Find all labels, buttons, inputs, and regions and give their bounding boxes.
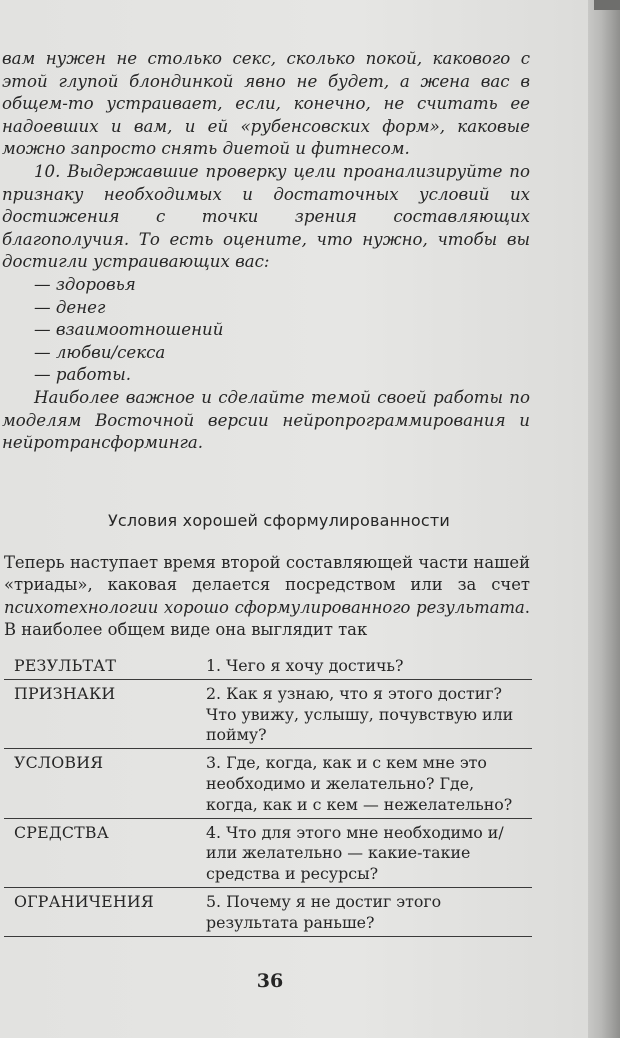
row-label: ОГРАНИЧЕНИЯ [4, 888, 206, 937]
table-row [4, 818, 532, 887]
table-row [4, 652, 532, 679]
row-question: 3. Где, когда, как и с кем мне это необходимо и желательно? Где, когда, как и с кем — нежелательно? [206, 749, 532, 818]
paragraph-continuation: вам нужен не столько секс, сколько покой, каковогo с этой глупой блондинкой явно не будет, а жена вас в общем-то устраивает, если, конечно, не считать ее надоевших и вам, и ей «рубенсовских форм», каковые можно запросто снять диетой и фитнесом. [2, 49, 530, 159]
intro-text-end: . В наиболее общем виде она выглядит так [4, 597, 530, 640]
paragraph-step-10: 10. Выдержавшие проверку цели проанализируйте по признаку необходимых и достаточных условий их достижения с точки зрения составляющих благополучия. То есть оцените, что нужно, чтобы вы достигли устраивающих вас: [2, 161, 530, 272]
table-row [4, 749, 532, 818]
row-question: 5. Почему я не достиг этого результата раньше? [206, 888, 532, 937]
row-question: 4. Что для этого мне необходимо и/или желательно — какие-такие средства и ресурсы? [206, 818, 532, 887]
wellbeing-list [0, 274, 530, 387]
table-row [4, 888, 532, 937]
intro-emphasis: психотехнологии хорошо сформулированного результата [4, 597, 525, 617]
book-spine [588, 0, 620, 1038]
spine-shadow [594, 0, 620, 10]
row-question: 1. Чего я хочу достичь? [206, 652, 532, 679]
section-heading: Условия хорошей сформулированности [107, 510, 451, 530]
table-row [4, 679, 532, 748]
row-question: 2. Как я узнаю, что я этого достиг? Что увижу, услышу, почувствую или пойму? [206, 679, 532, 748]
list-item: — любви/секса [34, 342, 166, 362]
result-conditions-table [4, 652, 532, 937]
list-item: — денег [34, 297, 106, 317]
row-label: СРЕДСТВА [4, 818, 206, 887]
row-label: РЕЗУЛЬТАТ [4, 652, 206, 679]
list-item: — работы. [34, 365, 132, 385]
row-label: УСЛОВИЯ [4, 749, 206, 818]
page-number: 36 [256, 970, 284, 992]
page-content [0, 48, 530, 937]
row-label: ПРИЗНАКИ [4, 679, 206, 748]
list-item: — здоровья [34, 274, 136, 294]
paragraph-after-list: Наиболее важное и сделайте темой своей работы по моделям Восточной версии нейропрограммирования и нейротрансформинга. [2, 387, 530, 453]
intro-paragraph [0, 552, 530, 642]
intro-text-start: Теперь наступает время второй составляющей части нашей «триады», каковая делается посредством или за счет [4, 552, 530, 595]
list-item: — взаимоотношений [34, 320, 224, 340]
